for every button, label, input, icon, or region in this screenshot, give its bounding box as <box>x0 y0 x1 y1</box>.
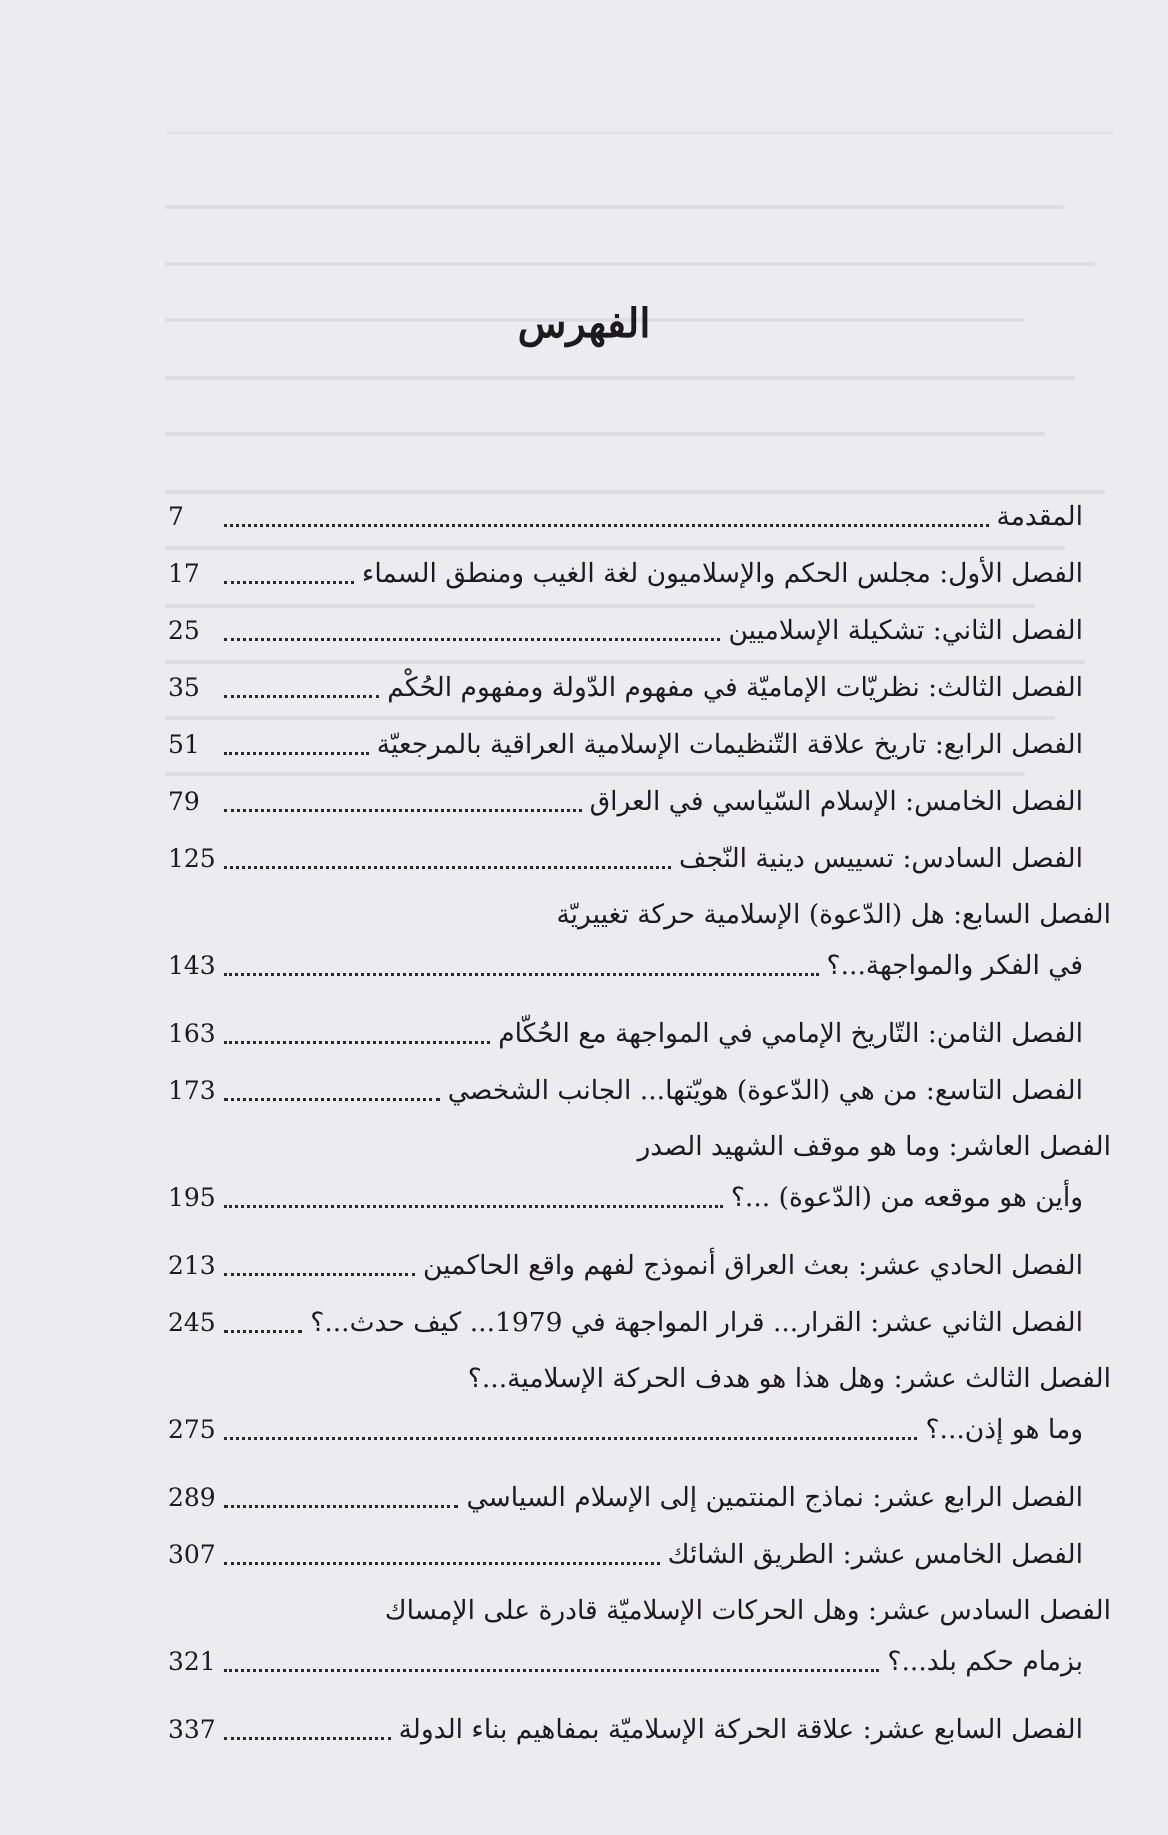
dot-leader <box>224 865 671 869</box>
toc-entry <box>168 1701 1111 1758</box>
dot-leader <box>224 1204 723 1208</box>
toc-entry <box>168 659 1111 716</box>
toc-entry-title: الفصل السابع: هل (الدّعوة) الإسلامية حركة تغييريّة <box>556 899 1111 930</box>
toc-entry <box>168 1583 1111 1701</box>
toc-entry-title: الفصل الثالث عشر: وهل هذا هو هدف الحركة الإسلامية...؟ <box>467 1363 1111 1394</box>
toc-entry <box>168 887 1111 1005</box>
toc-entry-title: الفصل الخامس: الإسلام السّياسي في العراق <box>589 786 1083 817</box>
toc-entry <box>168 773 1111 830</box>
toc-page-number: 337 <box>168 1715 216 1744</box>
dot-leader <box>224 694 379 698</box>
dot-leader <box>224 1272 415 1276</box>
toc-entry <box>168 1351 1111 1469</box>
toc-entry-title: الفصل الثالث: نظريّات الإماميّة في مفهوم الدّولة ومفهوم الحُكْم <box>387 672 1083 703</box>
toc-entry-title: الفصل الأول: مجلس الحكم والإسلاميون لغة الغيب ومنطق السماء <box>361 558 1083 589</box>
toc-entry-title: الفصل العاشر: وما هو موقف الشهيد الصدر <box>637 1131 1111 1162</box>
dot-leader <box>224 580 354 584</box>
toc-entry-title: الفصل الثاني عشر: القرار... قرار المواجهة في 1979... كيف حدث...؟ <box>310 1307 1083 1338</box>
toc-entry <box>168 1526 1111 1583</box>
toc-page-number: 79 <box>168 787 200 816</box>
toc-page-number: 173 <box>168 1076 216 1105</box>
dot-leader <box>224 637 720 641</box>
toc-page-number: 307 <box>168 1540 216 1569</box>
toc-entry-title: الفصل السادس عشر: وهل الحركات الإسلاميّة قادرة على الإمساك <box>384 1595 1111 1626</box>
toc-page-number: 275 <box>168 1415 216 1444</box>
toc-entry <box>168 1005 1111 1062</box>
toc-entry-title: الفصل السادس: تسييس دينية النّجف <box>679 843 1083 874</box>
toc-entry-title: وما هو إذن...؟ <box>925 1414 1083 1445</box>
toc-page-number: 51 <box>168 730 200 759</box>
toc-entry <box>168 1469 1111 1526</box>
dot-leader <box>224 1504 458 1508</box>
dot-leader <box>224 1040 490 1044</box>
dot-leader <box>224 1436 917 1440</box>
toc-entry-title: الفصل الرابع: تاريخ علاقة التّنظيمات الإسلامية العراقية بالمرجعيّة <box>376 729 1083 760</box>
toc-page-number: 289 <box>168 1483 216 1512</box>
toc-entry-title: في الفكر والمواجهة...؟ <box>826 950 1083 981</box>
toc-page-number: 195 <box>168 1183 216 1212</box>
toc-page-number: 321 <box>168 1647 216 1676</box>
dot-leader <box>224 1329 302 1333</box>
toc-page-number: 125 <box>168 844 216 873</box>
toc-entry <box>168 1119 1111 1237</box>
dot-leader <box>224 1736 391 1740</box>
toc-entry-title: المقدمة <box>996 501 1083 532</box>
dot-leader <box>224 1561 660 1565</box>
toc-entry-title: الفصل الثاني: تشكيلة الإسلاميين <box>728 615 1083 646</box>
toc-entry <box>168 488 1111 545</box>
toc-entry <box>168 602 1111 659</box>
dot-leader <box>224 751 369 755</box>
toc-entry-title: بزمام حكم بلد...؟ <box>887 1646 1083 1677</box>
dot-leader <box>224 523 989 527</box>
toc-page-number: 25 <box>168 616 200 645</box>
dot-leader <box>224 1097 440 1101</box>
toc-entry <box>168 1294 1111 1351</box>
page-title: الفهرس <box>517 300 651 347</box>
toc-page-number: 143 <box>168 951 216 980</box>
toc-entry-title: الفصل السابع عشر: علاقة الحركة الإسلاميّة بمفاهيم بناء الدولة <box>398 1714 1083 1745</box>
dot-leader <box>224 1668 879 1672</box>
toc-entry-title: الفصل الثامن: التّاريخ الإمامي في المواجهة مع الحُكّام <box>498 1018 1083 1049</box>
table-of-contents <box>168 488 1111 1758</box>
toc-page-number: 213 <box>168 1251 216 1280</box>
toc-entry-title: الفصل الخامس عشر: الطريق الشائك <box>667 1539 1083 1570</box>
toc-page-number: 35 <box>168 673 200 702</box>
toc-entry-title: الفصل الرابع عشر: نماذج المنتمين إلى الإسلام السياسي <box>466 1482 1083 1513</box>
toc-page-number: 245 <box>168 1308 216 1337</box>
toc-entry <box>168 716 1111 773</box>
toc-entry <box>168 1062 1111 1119</box>
toc-entry-title: الفصل التاسع: من هي (الدّعوة) هويّتها... الجانب الشخصي <box>447 1075 1083 1106</box>
toc-entry <box>168 545 1111 602</box>
toc-page-number: 163 <box>168 1019 216 1048</box>
dot-leader <box>224 808 582 812</box>
toc-entry-title: الفصل الحادي عشر: بعث العراق أنموذج لفهم واقع الحاكمين <box>422 1250 1083 1281</box>
dot-leader <box>224 972 819 976</box>
toc-page-number: 17 <box>168 559 200 588</box>
toc-entry <box>168 1237 1111 1294</box>
toc-page-number: 7 <box>168 502 184 531</box>
toc-entry-title: وأين هو موقعه من (الدّعوة) ...؟ <box>730 1182 1083 1213</box>
toc-entry <box>168 830 1111 887</box>
